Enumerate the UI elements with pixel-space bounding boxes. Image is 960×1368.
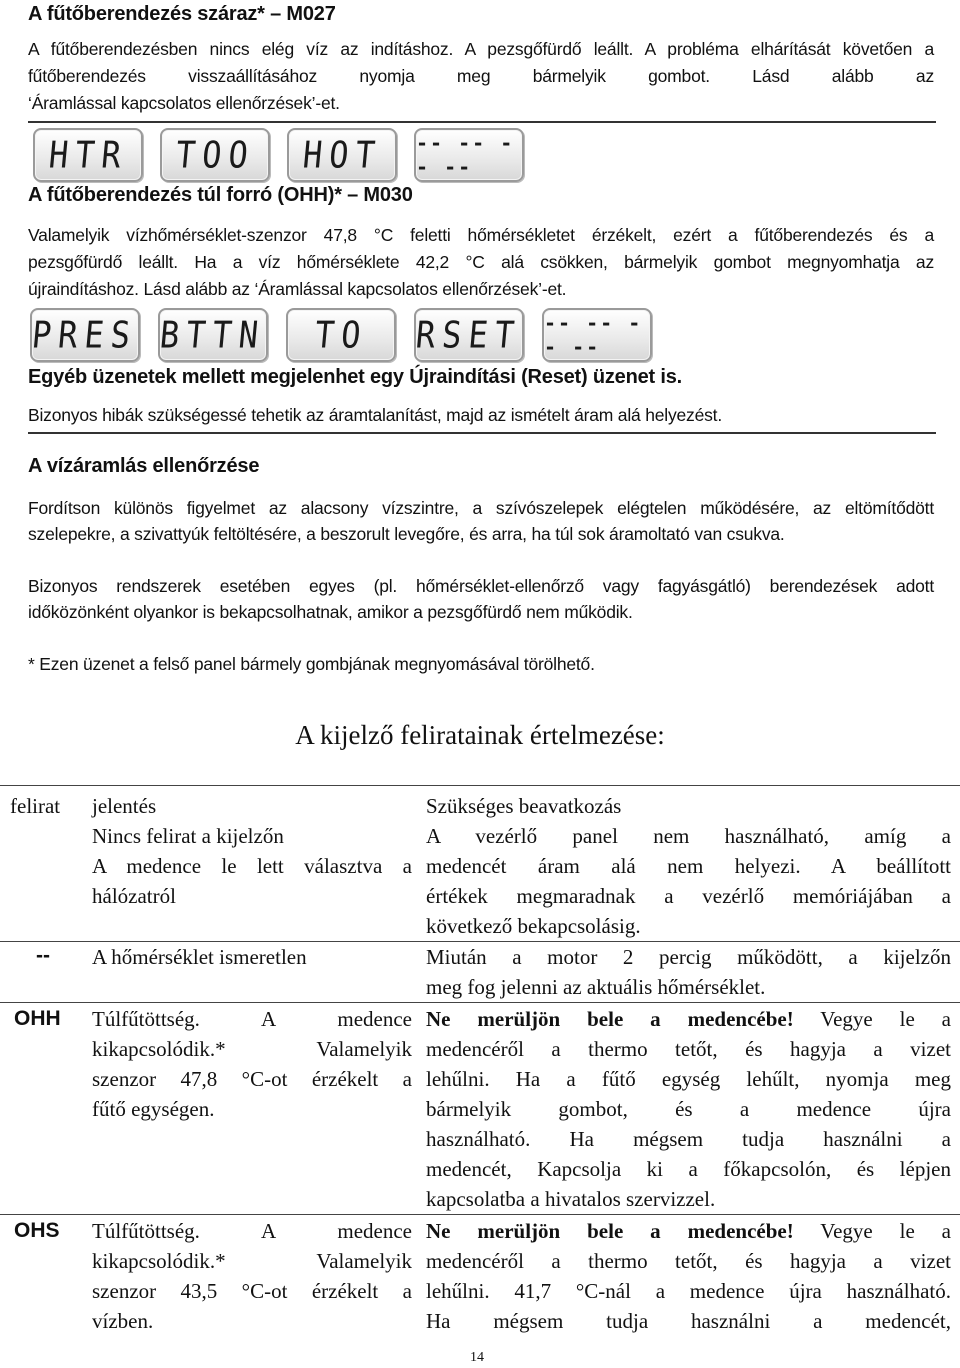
row1-action-1: A vezérlő panel nem használható, amíg a: [426, 824, 951, 848]
row4-action-2: medencéről a thermo tetőt, és hagyja a vizet: [426, 1249, 951, 1273]
row2-meaning-1: A hőmérséklet ismeretlen: [92, 945, 307, 969]
table-title: A kijelző feliratainak értelmezése:: [295, 720, 665, 750]
lcd-text: TOO: [173, 133, 257, 177]
row3-action-1-rest: Vegye le a: [793, 1007, 952, 1031]
lcd-panel-dashes: [542, 308, 652, 362]
lcd-text: HOT: [300, 133, 384, 177]
flow-p1-line-2: szelepekre, a szivattyúk feltöltésére, a beszorult levegőre, és arra, ha túl sok áramoltató van csukva.: [28, 524, 785, 544]
row4-meaning-2: kikapcsolódik.* Valamelyik: [92, 1249, 412, 1273]
row3-action-2: medencéről a thermo tetőt, és hagyja a vizet: [426, 1037, 951, 1061]
row3-meaning-2: kikapcsolódik.* Valamelyik: [92, 1037, 412, 1061]
m030-line-3: újraindításhoz. Lásd alább az ‘Áramlással kapcsolatos ellenőrzések’-et.: [28, 279, 567, 299]
m030-line-1: Valamelyik vízhőmérséklet-szenzor 47,8 °C feletti hőmérsékletet érzékelt, ezért a fűtőberendezés és a: [28, 225, 934, 245]
row1-meaning-3: hálózatról: [92, 884, 176, 908]
lcd-text: RSET: [414, 313, 524, 357]
m027-line-1: A fűtőberendezésben nincs elég víz az indításhoz. A pezsgőfürdő leállt. A probléma elhárítását követően a: [28, 39, 934, 59]
lcd-text: HTR: [46, 133, 130, 177]
lcd-panel-hot: [287, 128, 397, 182]
m027-line-2: fűtőberendezés visszaállításához nyomja meg bármelyik gombot. Lásd alább az: [28, 66, 934, 86]
lcd-panel-rset: [414, 308, 524, 362]
lcd-text: BTTN: [158, 313, 268, 357]
flow-note: * Ezen üzenet a felső panel bármely gombjának megnyomásával törölhető.: [28, 654, 595, 674]
header-code: felirat: [10, 794, 61, 818]
flow-p2-line-2: időközönként olyankor is bekapcsolhatnak, amikor a pezsgőfürdő nem működik.: [28, 602, 633, 622]
m030-line-2: pezsgőfürdő leállt. Ha a víz hőmérséklete 42,2 °C alá csökken, bármelyik gombot megnyomhatja az: [28, 252, 934, 272]
warning-bold: Ne merüljön bele a medencébe!: [426, 1007, 794, 1031]
row3-action-6: medencét, Kapcsolja ki a főkapcsolón, és lépjen: [426, 1157, 951, 1181]
lcd-text: -- -- -- --: [544, 311, 643, 359]
warning-bold: Ne merüljön bele a medencébe!: [426, 1219, 794, 1243]
row2-code: --: [36, 944, 50, 967]
row1-meaning-1: Nincs felirat a kijelzőn: [92, 824, 284, 848]
m027-line-3: ‘Áramlással kapcsolatos ellenőrzések’-et.: [28, 93, 340, 113]
m030-title: A fűtőberendezés túl forró (OHH)* – M030: [28, 184, 413, 206]
flow-title: A vízáramlás ellenőrzése: [28, 455, 260, 477]
row1-action-4: következő bekapcsolásig.: [426, 914, 641, 938]
divider: [28, 121, 936, 123]
flow-p2-line-1: Bizonyos rendszerek esetében egyes (pl. hőmérséklet-ellenőrző vagy fagyásgátló) berendezések adott: [28, 576, 934, 596]
row4-meaning-1: Túlfűtöttség. A medence: [92, 1219, 412, 1243]
header-meaning: jelentés: [92, 794, 157, 818]
row4-action-1-rest: Vegye le a: [793, 1219, 952, 1243]
lcd-panel-to: [286, 308, 396, 362]
row1-action-2: medencét áram alá nem helyezi. A beállított: [426, 854, 951, 878]
row3-action-4: bármelyik gombot, és a medence újra: [426, 1097, 951, 1121]
lcd-text: PRES: [30, 313, 140, 357]
divider: [28, 432, 936, 434]
row3-meaning-4: fűtő egységen.: [92, 1097, 215, 1121]
row4-action-4: Ha mégsem tudja használni a medencét,: [426, 1309, 951, 1333]
row4-code: OHS: [14, 1219, 60, 1242]
table-line: [0, 1214, 960, 1215]
row3-action-7: kapcsolatba a hivatalos szervizzel.: [426, 1187, 716, 1211]
lcd-panel-htr: [33, 128, 143, 182]
row4-action-3: lehűlni. 41,7 °C-nál a medence újra használható.: [426, 1279, 951, 1303]
lcd-text: -- -- -- --: [416, 131, 515, 179]
m027-title: A fűtőberendezés száraz* – M027: [28, 3, 336, 25]
lcd-panel-too: [160, 128, 270, 182]
row3-action-5: használható. Ha mégsem tudja használni a: [426, 1127, 951, 1151]
row4-meaning-3: szenzor 43,5 °C-ot érzékelt a: [92, 1279, 412, 1303]
row4-action-1: [426, 1216, 951, 1246]
row1-meaning-2: A medence le lett választva a: [92, 854, 412, 878]
table-line: [0, 1002, 960, 1003]
reset-text: Bizonyos hibák szükségessé tehetik az áramtalanítást, majd az ismételt áram alá helyezést.: [28, 405, 723, 425]
row3-meaning-3: szenzor 47,8 °C-ot érzékelt a: [92, 1067, 412, 1091]
row1-action-3: értékek megmaradnak a vezérlő memóriájában a: [426, 884, 951, 908]
reset-title: Egyéb üzenetek mellett megjelenhet egy Újraindítási (Reset) üzenet is.: [28, 366, 682, 388]
row2-action-1: Miután a motor 2 percig működött, a kijelzőn: [426, 945, 951, 969]
row4-meaning-4: vízben.: [92, 1309, 154, 1333]
row3-action-1: [426, 1004, 951, 1034]
lcd-text: TO: [312, 313, 370, 357]
table-line: [0, 785, 960, 786]
row3-action-3: lehűlni. Ha a fűtő egység lehűlt, nyomja meg: [426, 1067, 951, 1091]
row3-code: OHH: [14, 1007, 61, 1030]
header-action: Szükséges beavatkozás: [426, 794, 622, 818]
lcd-panel-bttn: [158, 308, 268, 362]
lcd-panel-dashes: [414, 128, 524, 182]
page-number: 14: [470, 1350, 484, 1365]
lcd-panel-pres: [30, 308, 140, 362]
row3-meaning-1: Túlfűtöttség. A medence: [92, 1007, 412, 1031]
flow-p1-line-1: Fordítson különös figyelmet az alacsony vízszintre, a szívószelepek elégtelen működésére, az eltömítődött: [28, 498, 934, 518]
row2-action-2: meg fog jelenni az aktuális hőmérséklet.: [426, 975, 766, 999]
